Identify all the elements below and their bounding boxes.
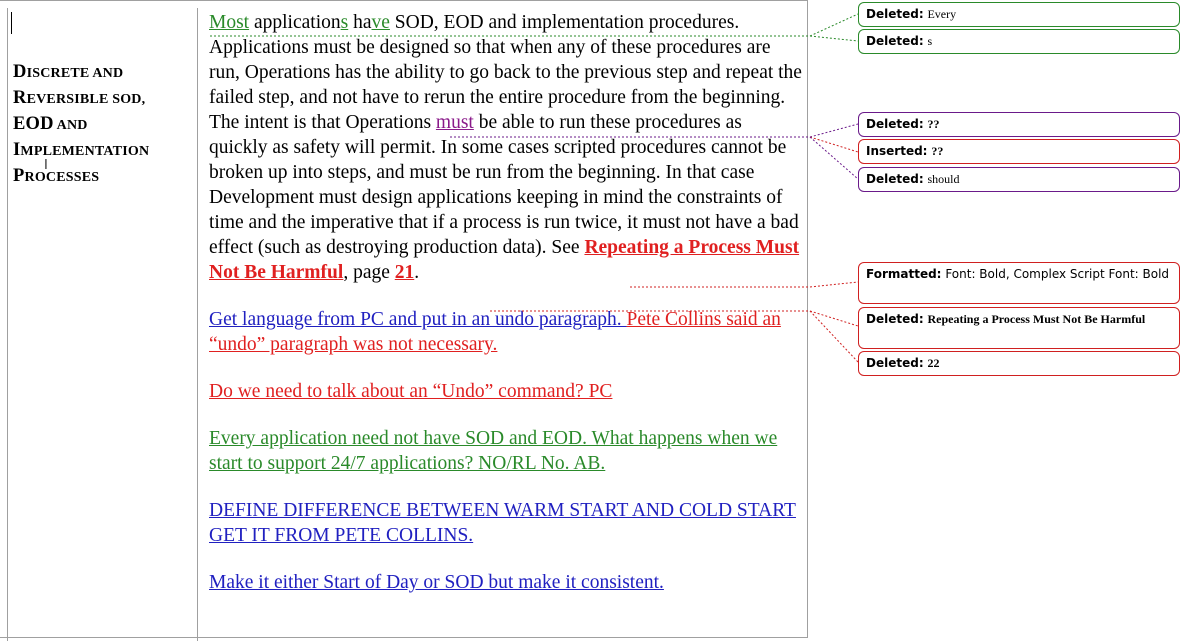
document-body[interactable] <box>209 10 805 595</box>
paragraph-warm-cold-start[interactable]: DEFINE DIFFERENCE BETWEEN WARM START AND COLD START GET IT FROM PETE COLLINS. <box>209 500 796 546</box>
leader-deleted-s <box>810 36 858 41</box>
insert-s[interactable]: s <box>340 12 349 33</box>
insert-most[interactable]: Most <box>209 12 250 33</box>
balloon-inserted-qq[interactable]: Inserted: ?? <box>858 139 1180 164</box>
page-number-ref[interactable]: 21 <box>394 262 415 283</box>
cross-reference-link[interactable]: Repeating a Process Must Not Be Harmful <box>209 237 800 283</box>
balloon-deleted-repeating[interactable]: Deleted: Repeating a Process Must Not Be Harmful <box>858 307 1180 349</box>
ibeam-cursor-icon: I <box>44 158 48 173</box>
balloon-deleted-22[interactable]: Deleted: 22 <box>858 351 1180 376</box>
leader-inserted-qq <box>810 137 858 152</box>
balloon-deleted-s[interactable]: Deleted: s <box>858 29 1180 54</box>
paragraph-every-application[interactable]: Every application need not have SOD and EOD. What happens when we start to support 24/7 applications? NO/RL No. AB. <box>209 428 778 474</box>
balloon-deleted-should[interactable]: Deleted: should <box>858 167 1180 192</box>
insert-must[interactable]: must <box>435 112 474 133</box>
balloon-deleted-qq[interactable]: Deleted: ?? <box>858 112 1180 137</box>
paragraph-undo-question[interactable]: Do we need to talk about an “Undo” command? PC <box>209 381 613 402</box>
paragraph-sod-eod[interactable]: Most applications have SOD, EOD and implementation procedures. Applications must be designed so that when any of these procedures are run, Operations has the ability to go back to the previous step and repeat the failed step, and not have to rerun the entire procedure from the beginning. The intent is that Operations must be able to run these procedures as quickly as safety will permit. In some cases scripted procedures cannot be broken up into steps, and must be run from the beginning. In that case Development must design applications keeping in mind the constraints of time and the imperative that if a process is run twice, it must not have a bad effect (such as destroying production data). See Repeating a Process Must Not Be Harmful, page 21. <box>209 12 802 283</box>
balloon-deleted-every[interactable]: Deleted: Every <box>858 2 1180 27</box>
paragraph-start-of-day[interactable]: Make it either Start of Day or SOD but make it consistent. <box>209 572 664 593</box>
paragraph-undo-note[interactable]: Get language from PC and put in an undo paragraph. Pete Collins said an “undo” paragraph was not necessary. <box>209 309 781 355</box>
section-heading[interactable]: DISCRETE AND REVERSIBLE SOD, EOD AND IMPLEMENTATION PROCESSES <box>13 62 150 186</box>
leader-deleted-22 <box>810 311 858 362</box>
leader-deleted-should <box>810 137 858 179</box>
text-cursor <box>11 12 12 34</box>
insert-ve[interactable]: ve <box>371 12 390 33</box>
balloon-formatted-bold[interactable]: Formatted: Font: Bold, Complex Script Font: Bold <box>858 262 1180 304</box>
